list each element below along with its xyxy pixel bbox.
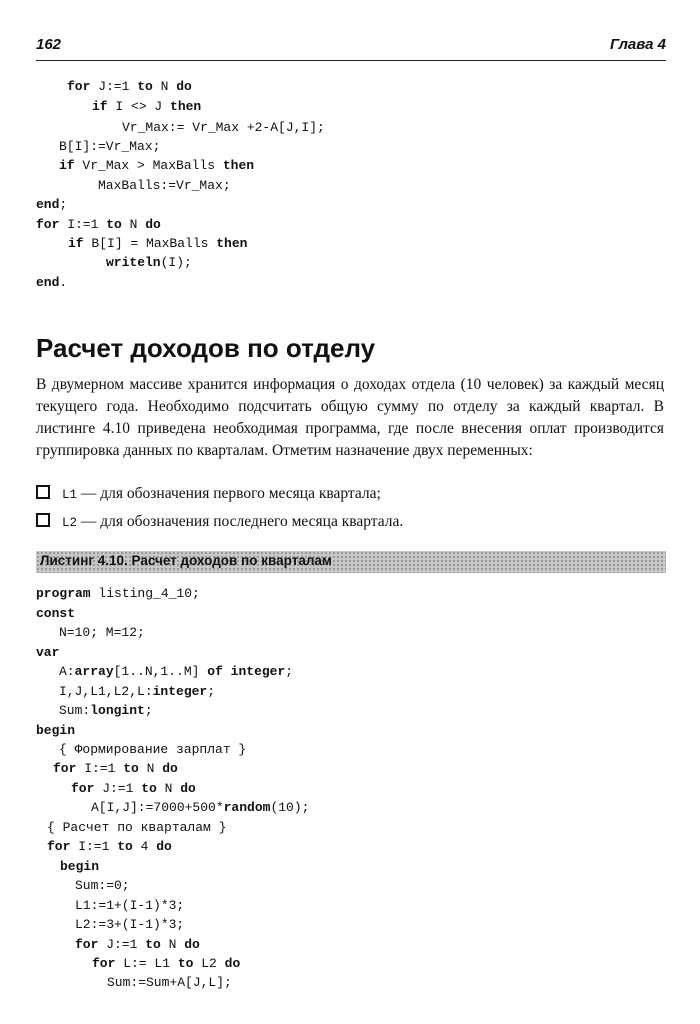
code-keyword: do bbox=[156, 839, 172, 854]
code-text: J:=1 bbox=[98, 937, 146, 952]
code-text: I:=1 bbox=[70, 839, 118, 854]
code-line bbox=[92, 98, 201, 116]
code-text: N bbox=[156, 781, 181, 796]
code-text: I <> J bbox=[107, 99, 171, 114]
listing-caption-bar bbox=[36, 551, 666, 573]
bullet-l1 bbox=[36, 483, 664, 506]
code-text: L2:=3+(I-1)*3; bbox=[75, 917, 185, 932]
code-text: (I); bbox=[160, 255, 192, 270]
code-line bbox=[59, 157, 254, 175]
code-keyword: for bbox=[92, 956, 116, 971]
code-line bbox=[36, 274, 67, 292]
code-line bbox=[71, 780, 196, 798]
code-text: J:=1 bbox=[94, 781, 142, 796]
code-line bbox=[36, 585, 200, 603]
code-line bbox=[59, 702, 153, 720]
code-text: L:= L1 bbox=[115, 956, 178, 971]
code-text: Vr_Max:= Vr_Max +2-A[J,I]; bbox=[122, 120, 325, 135]
code-line bbox=[59, 624, 145, 642]
code-keyword: end bbox=[36, 275, 60, 290]
code-line bbox=[59, 683, 215, 701]
code-line bbox=[36, 216, 161, 234]
code-line bbox=[106, 254, 192, 272]
code-text: A[I,J]:=7000+500* bbox=[91, 800, 224, 815]
code-line bbox=[91, 799, 309, 817]
code-keyword: to bbox=[106, 217, 122, 232]
code-text: ; bbox=[207, 684, 216, 699]
code-text: J:=1 bbox=[90, 79, 138, 94]
code-text: I:=1 bbox=[59, 217, 107, 232]
code-text bbox=[223, 664, 231, 679]
code-text: listing_4_10; bbox=[90, 586, 200, 601]
code-keyword: writeln bbox=[106, 255, 161, 270]
code-text: Sum:=0; bbox=[75, 878, 130, 893]
code-line bbox=[67, 78, 192, 96]
code-line bbox=[75, 897, 184, 915]
code-keyword: for bbox=[67, 79, 91, 94]
code-text: L1:=1+(I-1)*3; bbox=[75, 898, 185, 913]
code-line bbox=[75, 916, 184, 934]
bullet-l2 bbox=[36, 511, 664, 534]
code-line bbox=[36, 605, 75, 623]
code-keyword: program bbox=[36, 586, 91, 601]
code-text: Vr_Max > MaxBalls bbox=[74, 158, 223, 173]
code-keyword: if bbox=[59, 158, 75, 173]
checkbox-square-icon bbox=[36, 485, 50, 499]
code-keyword: const bbox=[36, 606, 76, 621]
code-keyword: random bbox=[223, 800, 271, 815]
code-text: A: bbox=[59, 664, 75, 679]
code-keyword: do bbox=[145, 217, 161, 232]
code-keyword: to bbox=[137, 79, 153, 94]
code-keyword: do bbox=[176, 79, 192, 94]
page-header bbox=[36, 30, 666, 61]
code-keyword: var bbox=[36, 645, 60, 660]
code-text: B[I]:=Vr_Max; bbox=[59, 139, 161, 154]
bullet-variable: L1 bbox=[62, 488, 78, 502]
code-keyword: then bbox=[222, 158, 255, 173]
code-keyword: begin bbox=[36, 723, 76, 738]
code-keyword: for bbox=[47, 839, 71, 854]
bullet-text: — для обозначения последнего месяца квартала. bbox=[77, 513, 404, 530]
code-text: 4 bbox=[132, 839, 157, 854]
code-keyword: do bbox=[184, 937, 200, 952]
code-keyword: integer bbox=[230, 664, 286, 679]
code-line bbox=[36, 644, 59, 662]
code-line bbox=[122, 119, 325, 137]
code-text: [1..N,1..M] bbox=[113, 664, 208, 679]
code-text: Sum: bbox=[59, 703, 91, 718]
code-keyword: do bbox=[224, 956, 241, 971]
code-line bbox=[36, 722, 75, 740]
code-line bbox=[107, 974, 232, 992]
code-keyword: for bbox=[36, 217, 60, 232]
code-keyword: if bbox=[92, 99, 108, 114]
code-text: N bbox=[138, 761, 163, 776]
code-text: N=10; M=12; bbox=[59, 625, 145, 640]
code-keyword: then bbox=[170, 99, 202, 114]
section-heading: Расчет доходов по отделу bbox=[36, 333, 376, 363]
code-keyword: if bbox=[68, 236, 84, 251]
code-keyword: integer bbox=[152, 684, 208, 699]
code-text: ; bbox=[144, 703, 153, 718]
code-keyword: for bbox=[75, 937, 99, 952]
code-text: I:=1 bbox=[76, 761, 124, 776]
code-keyword: to bbox=[141, 781, 157, 796]
bullet-text: — для обозначения первого месяца квартала; bbox=[77, 485, 381, 502]
code-text: { Расчет по кварталам } bbox=[47, 820, 227, 835]
code-text: Sum:=Sum+A[J,L]; bbox=[107, 975, 232, 990]
code-keyword: array bbox=[74, 664, 114, 679]
checkbox-square-icon bbox=[36, 513, 50, 527]
intro-paragraph: В двумерном массиве хранится информация о доходах отдела (10 человек) за каждый месяц текущего года. Необходимо подсчитать общую сумму по отделу за каждый квартал. В листинге 4.10 приведена необходимая программа, где после внесения оплат производится группировка данных по кварталам. Отметим назначение двух переменных: bbox=[36, 376, 664, 459]
code-line bbox=[47, 838, 172, 856]
code-text: . bbox=[59, 275, 68, 290]
code-keyword: to bbox=[177, 956, 194, 971]
code-text: { Формирование зарплат } bbox=[59, 742, 247, 757]
code-keyword: to bbox=[123, 761, 139, 776]
code-line bbox=[53, 760, 178, 778]
code-text: B[I] = MaxBalls bbox=[83, 236, 217, 251]
code-text: N bbox=[160, 937, 185, 952]
code-keyword: then bbox=[216, 236, 248, 251]
code-text: N bbox=[121, 217, 146, 232]
bullet-variable: L2 bbox=[62, 516, 78, 530]
page-number: 162 bbox=[36, 36, 62, 53]
code-text: N bbox=[152, 79, 177, 94]
code-keyword: to bbox=[145, 937, 161, 952]
code-text: MaxBalls:=Vr_Max; bbox=[98, 178, 231, 193]
code-text: I,J,L1,L2,L: bbox=[59, 684, 153, 699]
code-keyword: of bbox=[207, 664, 223, 679]
code-text: (10); bbox=[270, 800, 310, 815]
code-line bbox=[36, 196, 67, 214]
code-line bbox=[98, 177, 231, 195]
code-keyword: end bbox=[36, 197, 60, 212]
code-line bbox=[75, 877, 130, 895]
code-keyword: for bbox=[71, 781, 95, 796]
code-text: ; bbox=[285, 664, 294, 679]
code-line bbox=[59, 138, 160, 156]
code-text: ; bbox=[59, 197, 68, 212]
code-line bbox=[68, 235, 247, 253]
code-line bbox=[60, 858, 99, 876]
code-line bbox=[59, 741, 246, 759]
code-line bbox=[75, 936, 200, 954]
code-line bbox=[47, 819, 226, 837]
code-keyword: begin bbox=[60, 859, 100, 874]
code-keyword: do bbox=[180, 781, 196, 796]
code-keyword: do bbox=[162, 761, 178, 776]
listing-title: Листинг 4.10. Расчет доходов по кварталам bbox=[40, 553, 332, 568]
code-keyword: for bbox=[53, 761, 77, 776]
code-line bbox=[59, 663, 293, 681]
chapter-label: Глава 4 bbox=[609, 36, 666, 53]
code-line bbox=[92, 955, 240, 973]
code-keyword: longint bbox=[90, 703, 145, 718]
code-keyword: to bbox=[117, 839, 133, 854]
code-text: L2 bbox=[193, 956, 225, 971]
